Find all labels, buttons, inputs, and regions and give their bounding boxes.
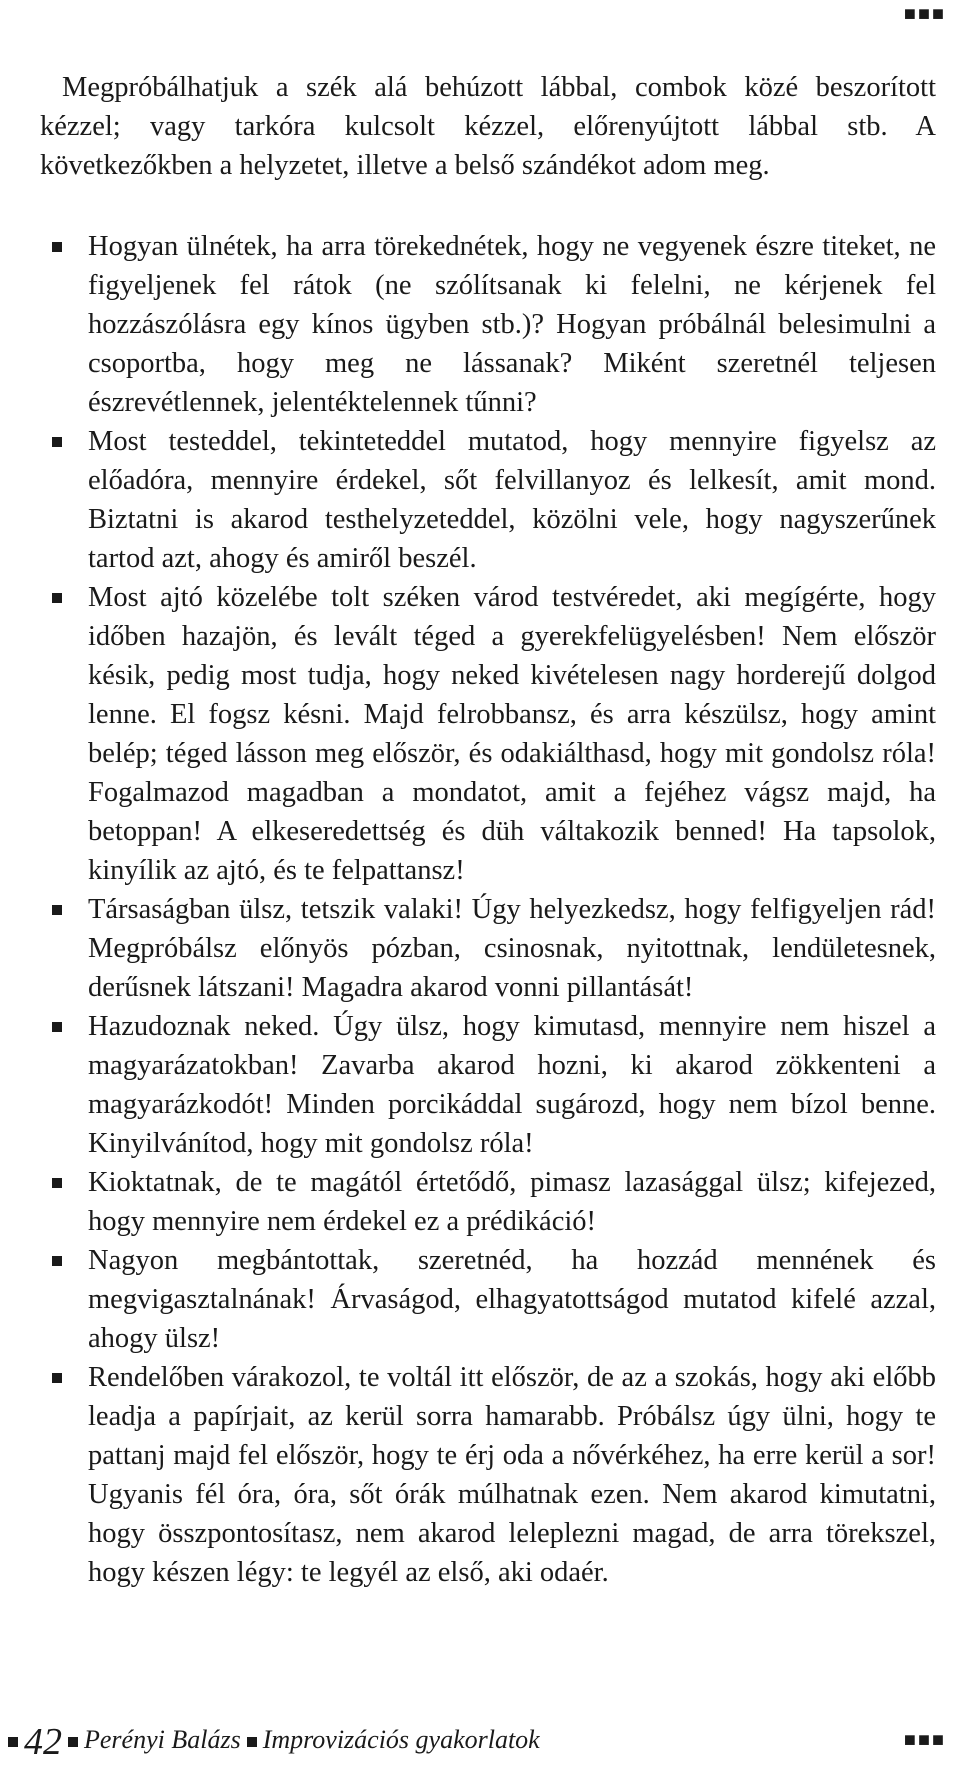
square-bullet-icon <box>52 242 62 252</box>
square-bullet-icon <box>68 1737 78 1747</box>
exercise-list <box>88 227 936 1592</box>
square-bullet-icon <box>52 437 62 447</box>
square-bullet-icon <box>52 1022 62 1032</box>
top-corner-mark: ■■■ <box>903 3 946 25</box>
list-item: Hogyan ülnétek, ha arra törekednétek, hogy ne vegyenek észre titeket, ne figyeljenek fel rátok (ne szólítsanak ki felelni, ne kérjenek fel hozzászólásra egy kínos ügyben stb.)? Hogyan próbálnál belesimulni a csoportba, hogy meg ne lássanak? Miként szeretnél teljesen észrevétlennek, jelentéktelennek tűnni? <box>88 227 936 422</box>
author-name: Perényi Balázs <box>84 1725 241 1754</box>
list-item: Társaságban ülsz, tetszik valaki! Úgy helyezkedsz, hogy felfigyeljen rád! Megpróbálsz előnyös pózban, csinosnak, nyitottnak, lendületesnek, derűsnek látszani! Magadra akarod vonni pillantását! <box>88 890 936 1007</box>
list-item: Nagyon megbántottak, szeretnéd, ha hozzád mennének és megvigasztalnának! Árvaságod, elhagyatottságod mutatod kifelé azzal, ahogy ülsz! <box>88 1241 936 1358</box>
list-item: Kioktatnak, de te magától értetődő, pimasz lazasággal ülsz; kifejezed, hogy mennyire nem érdekel ez a prédikáció! <box>88 1163 936 1241</box>
page-number: 42 <box>24 1721 62 1764</box>
footer-end-mark: ■■■ <box>903 1729 946 1751</box>
square-bullet-icon <box>52 593 62 603</box>
list-item: Rendelőben várakozol, te voltál itt először, de az a szokás, hogy aki előbb leadja a papírjait, az kerül sorra hamarabb. Próbálsz úgy ülni, hogy te pattanj majd fel először, hogy te érj oda a nővérkéhez, ha erre kerül a sor! Ugyanis fél óra, óra, sőt órák múlhatnak ezen. Nem akarod kimutatni, hogy összpontosítasz, nem akarod leleplezni magad, de arra törekszel, hogy készen légy: te legyél az első, aki odaér. <box>88 1358 936 1592</box>
square-bullet-icon <box>8 1737 18 1747</box>
list-item: Most ajtó közelébe tolt széken várod testvéredet, aki megígérte, hogy időben hazajön, és levált téged a gyerekfelügyelésben! Nem először késik, pedig most tudja, hogy neked kivételesen nagy horderejű dolgod lenne. El fogsz késni. Majd felrobbansz, és arra készülsz, hogy amint belép; téged lásson meg először, és odakiálthasd, hogy mit gondolsz róla! Fogalmazod magadban a mondatot, amit a fejéhez vágsz majd, ha betoppan! A elkeseredettség és düh váltakozik benned! Ha tapsolok, kinyílik az ajtó, és te felpattansz! <box>88 578 936 890</box>
square-bullet-icon <box>52 905 62 915</box>
book-title: Improvizációs gyakorlatok <box>262 1725 540 1754</box>
list-item: Most testeddel, tekinteteddel mutatod, hogy mennyire figyelsz az előadóra, mennyire érdekel, sőt felvillanyoz és lelkesít, amit mond. Biztatni is akarod testhelyzeteddel, közölni vele, hogy nagyszerűnek tartod azt, ahogy és amiről beszél. <box>88 422 936 578</box>
intro-paragraph: Megpróbálhatjuk a szék alá behúzott lábbal, combok közé beszorított kézzel; vagy tarkóra kulcsolt kézzel, előrenyújtott lábbal stb. A következőkben a helyzetet, illetve a belső szándékot adom meg. <box>40 72 936 181</box>
list-item: Hazudoznak neked. Úgy ülsz, hogy kimutasd, mennyire nem hiszel a magyarázatokban! Zavarba akarod hozni, ki akarod zökkenteni a magyarázkodót! Minden porcikáddal sugározd, hogy nem bízol benne. Kinyilvánítod, hogy mit gondolsz róla! <box>88 1007 936 1163</box>
square-bullet-icon <box>247 1737 257 1747</box>
square-bullet-icon <box>52 1373 62 1383</box>
square-bullet-icon <box>52 1256 62 1266</box>
square-bullet-icon <box>52 1178 62 1188</box>
page-footer <box>2 1718 946 1762</box>
